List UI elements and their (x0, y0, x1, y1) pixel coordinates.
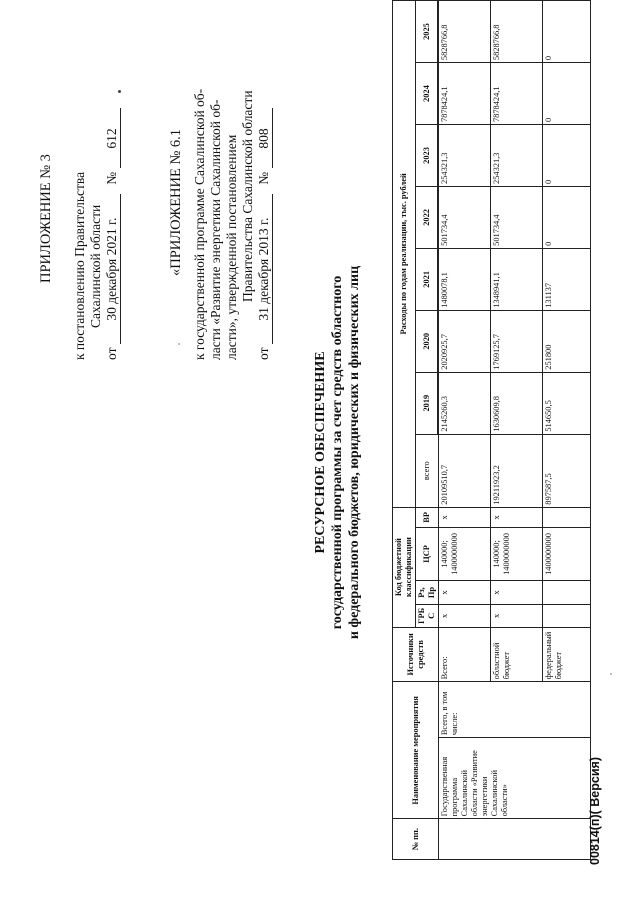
value-cell: 2020925,7 (439, 310, 491, 372)
value-cell: 5828766,8 (491, 1, 543, 63)
appendix-6-1-date-line: от 31 декабря 2013 г. № 808 (256, 89, 273, 360)
appendix-6-1-line3: ласти», утвержденной постановлением (224, 134, 239, 360)
scan-speck (118, 90, 121, 93)
grbs-cell: x (439, 605, 491, 627)
appendix-3-line1: к постановлению Правительства (72, 171, 87, 360)
vr-cell: x (439, 507, 491, 527)
total-cell: 897587,5 (543, 434, 591, 507)
value-cell: 5828766,8 (439, 1, 491, 63)
header-year: 2019 (416, 372, 438, 434)
program-name-cell: Государственная программа Сахалинской области «Развитие энергетики Сахалинской области» (439, 738, 591, 819)
header-year: 2020 (416, 310, 438, 372)
appendix-3-decree (72, 109, 121, 361)
appendix-3-date-line: от 30 декабря 2021 г. № 612 (104, 109, 121, 361)
header-year: 2024 (416, 63, 438, 125)
appendix-6-1-title: «ПРИЛОЖЕНИЕ № 6.1 (168, 128, 184, 276)
grbs-cell (543, 605, 591, 627)
source-cell: областной бюджет (491, 627, 543, 682)
rzpr-cell: x (439, 580, 491, 604)
header-grbs: ГРБС (416, 605, 439, 627)
header-number: № пп. (393, 819, 439, 860)
value-cell: 0 (543, 186, 591, 248)
value-cell: 131137 (543, 248, 591, 310)
vr-cell (543, 507, 591, 527)
scan-speck (178, 343, 180, 345)
value-cell: 1630609,8 (491, 372, 543, 434)
heading-line1: РЕСУРСНОЕ ОБЕСПЕЧЕНИЕ (313, 351, 328, 554)
value-cell: 1480078,1 (439, 248, 491, 310)
header-rzpr: Рз, Пр (416, 580, 439, 604)
csr-cell: 140000; 1400000000 (439, 528, 491, 581)
value-cell: 501734,4 (439, 186, 491, 248)
value-cell: 251800 (543, 310, 591, 372)
header-expenses: Расходы по годам реализации, тыс. рублей (393, 1, 416, 508)
header-year: 2025 (416, 1, 438, 63)
appendix-6-1-line2: ласти «Развитие энергетики Сахалинской об- (208, 99, 223, 360)
appendix-3-date: 30 декабря 2021 г. (104, 217, 119, 321)
appendix-3-number: 612 (104, 128, 119, 149)
program-scope-cell: Всего, в том числе: (439, 682, 591, 738)
csr-cell: 140000; 1400000000 (491, 528, 543, 581)
row-number-cell (439, 819, 591, 860)
rzpr-cell (543, 580, 591, 604)
appendix-6-1-line4: Правительства Сахалинской области (240, 90, 255, 302)
header-year: 2022 (416, 186, 438, 248)
total-cell: 19211923,2 (491, 434, 543, 507)
value-cell: 7878424,1 (439, 63, 491, 125)
source-cell: федеральный бюджет (543, 627, 591, 682)
header-vr: ВР (416, 507, 439, 527)
table-row (439, 1, 491, 860)
appendix-6-1-date: 31 декабря 2013 г. (256, 217, 271, 321)
heading-line3: и федерального бюджетов, юридических и физических лиц (347, 265, 362, 640)
csr-cell: 1400000000 (543, 528, 591, 581)
header-total: всего (416, 434, 439, 507)
heading-line2: государственной программы за счет средств областного (330, 275, 345, 630)
value-cell: 1769125,7 (491, 310, 543, 372)
header-name: Наименование мероприятия (393, 682, 439, 819)
appendix-6-1-number: 808 (256, 128, 271, 149)
value-cell: 1348941,1 (491, 248, 543, 310)
vr-cell: x (491, 507, 543, 527)
rzpr-cell: x (491, 580, 543, 604)
value-cell: 254321,3 (439, 125, 491, 187)
header-kbk: Код бюджетной классификации (393, 507, 416, 627)
document-heading (312, 0, 363, 905)
value-cell: 2145260,3 (439, 372, 491, 434)
value-cell: 501734,4 (491, 186, 543, 248)
value-cell: 254321,3 (491, 125, 543, 187)
footer-code: 00814(п)( Версия) (588, 757, 602, 865)
total-cell: 20109510,7 (439, 434, 491, 507)
header-source: Источники средств (393, 627, 439, 682)
resource-table (392, 0, 591, 860)
value-cell: 0 (543, 63, 591, 125)
appendix-3-block (38, 154, 55, 323)
value-cell: 514650,5 (543, 372, 591, 434)
header-csr: ЦСР (416, 528, 439, 581)
appendix-3-line2: Сахалинской области (88, 204, 103, 328)
appendix-6-1-line1: к государственной программе Сахалинской об- (192, 88, 207, 360)
appendix-3-title: ПРИЛОЖЕНИЕ № 3 (38, 154, 54, 283)
value-cell: 0 (543, 125, 591, 187)
grbs-cell: x (491, 605, 543, 627)
value-cell: 0 (543, 1, 591, 63)
header-year: 2023 (416, 125, 438, 187)
table-header-row-1 (393, 1, 416, 860)
appendix-6-1-block (168, 89, 273, 360)
header-year: 2021 (416, 248, 438, 310)
scan-speck (610, 673, 612, 675)
value-cell: 7878424,1 (491, 63, 543, 125)
source-cell: Всего: (439, 627, 491, 682)
